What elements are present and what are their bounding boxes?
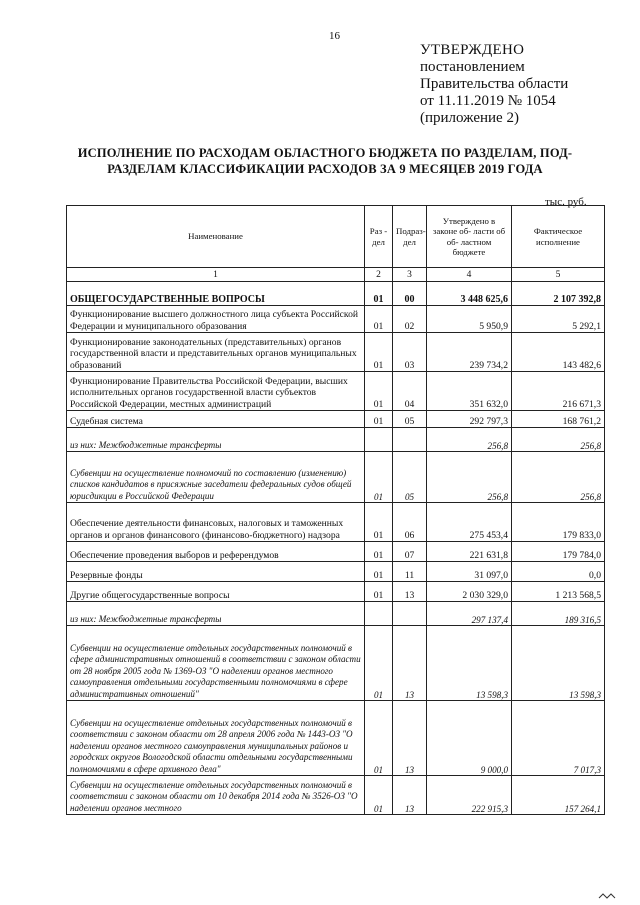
row-approved: 275 453,4	[427, 503, 512, 542]
row-section	[365, 602, 393, 626]
row-name: Субвенции на осуществление отдельных государственных полномочий в сфере административных отношений в соответствии с законом области от 28 ноября 2005 года № 1369-ОЗ "О наделении органов местного самоуправления отдельными государственными полномочиями в сфере административных отношений"	[67, 626, 365, 701]
budget-table	[66, 205, 605, 815]
table-row	[67, 372, 605, 411]
row-approved: 292 797,3	[427, 411, 512, 428]
table-row	[67, 582, 605, 602]
row-section: 01	[365, 503, 393, 542]
row-approved: 221 631,8	[427, 542, 512, 562]
row-section	[365, 428, 393, 452]
table-row	[67, 282, 605, 306]
table-row	[67, 701, 605, 776]
row-subsection: 11	[393, 562, 427, 582]
table-row	[67, 306, 605, 333]
row-section: 01	[365, 582, 393, 602]
row-approved: 31 097,0	[427, 562, 512, 582]
row-actual: 179 784,0	[512, 542, 605, 562]
row-actual: 5 292,1	[512, 306, 605, 333]
row-subsection: 13	[393, 701, 427, 776]
row-name: Функционирование высшего должностного лица субъекта Российской Федерации и муниципального образования	[67, 306, 365, 333]
row-approved: 3 448 625,6	[427, 282, 512, 306]
approval-line: от 11.11.2019 № 1054	[420, 93, 556, 109]
header-approved: Утверждено в законе об- ласти об об- ластном бюджете	[427, 206, 512, 268]
row-actual: 2 107 392,8	[512, 282, 605, 306]
row-subsection	[393, 602, 427, 626]
row-section: 01	[365, 776, 393, 815]
row-name: Обеспечение деятельности финансовых, налоговых и таможенных органов и органов финансового (финансово-бюджетного) надзора	[67, 503, 365, 542]
row-section: 01	[365, 562, 393, 582]
table-row	[67, 452, 605, 503]
row-name: Резервные фонды	[67, 562, 365, 582]
row-actual: 157 264,1	[512, 776, 605, 815]
col-index: 5	[512, 268, 605, 282]
row-section: 01	[365, 306, 393, 333]
row-approved: 9 000,0	[427, 701, 512, 776]
row-approved: 256,8	[427, 452, 512, 503]
row-name: Субвенции на осуществление отдельных государственных полномочий в соответствии с законом области от 10 декабря 2014 года № 3526-ОЗ "О наделении органов местного	[67, 776, 365, 815]
scan-mark-icon	[598, 892, 616, 900]
title-line: РАЗДЕЛАМ КЛАССИФИКАЦИИ РАСХОДОВ ЗА 9 МЕСЯЦЕВ 2019 ГОДА	[107, 162, 543, 176]
row-actual: 7 017,3	[512, 701, 605, 776]
row-subsection: 07	[393, 542, 427, 562]
row-name: Функционирование законодательных (представительных) органов государственной власти и представительных органов муниципальных образований	[67, 333, 365, 372]
row-approved: 239 734,2	[427, 333, 512, 372]
row-subsection: 00	[393, 282, 427, 306]
units-label: тыс. руб.	[545, 196, 587, 208]
row-subsection: 04	[393, 372, 427, 411]
header-section: Раз - дел	[365, 206, 393, 268]
row-actual: 179 833,0	[512, 503, 605, 542]
row-subsection	[393, 428, 427, 452]
approval-line: (приложение 2)	[420, 110, 519, 126]
row-section: 01	[365, 333, 393, 372]
row-name: ОБЩЕГОСУДАРСТВЕННЫЕ ВОПРОСЫ	[67, 282, 365, 306]
table-row	[67, 626, 605, 701]
row-approved: 5 950,9	[427, 306, 512, 333]
row-subsection: 02	[393, 306, 427, 333]
row-section: 01	[365, 452, 393, 503]
header-subsection: Подраз- дел	[393, 206, 427, 268]
row-section: 01	[365, 626, 393, 701]
table-row	[67, 333, 605, 372]
table-row	[67, 428, 605, 452]
row-approved: 222 915,3	[427, 776, 512, 815]
row-approved: 2 030 329,0	[427, 582, 512, 602]
row-section: 01	[365, 282, 393, 306]
header-name: Наименование	[67, 206, 365, 268]
row-section: 01	[365, 542, 393, 562]
row-actual: 13 598,3	[512, 626, 605, 701]
row-actual: 256,8	[512, 452, 605, 503]
table-row	[67, 411, 605, 428]
row-subsection: 05	[393, 452, 427, 503]
row-subsection: 13	[393, 776, 427, 815]
table-row	[67, 776, 605, 815]
row-subsection: 05	[393, 411, 427, 428]
row-actual: 168 761,2	[512, 411, 605, 428]
col-index: 4	[427, 268, 512, 282]
row-actual: 256,8	[512, 428, 605, 452]
document-title	[60, 145, 590, 177]
row-actual: 143 482,6	[512, 333, 605, 372]
row-section: 01	[365, 411, 393, 428]
col-index: 2	[365, 268, 393, 282]
approval-line: Правительства области	[420, 76, 569, 92]
row-approved: 256,8	[427, 428, 512, 452]
row-name: Субвенции на осуществление полномочий по составлению (изменению) списков кандидатов в присяжные заседатели федеральных судов общей юрисдикции в Российской Федерации	[67, 452, 365, 503]
header-actual: Фактическое исполнение	[512, 206, 605, 268]
approval-line: постановлением	[420, 59, 525, 75]
col-index: 1	[67, 268, 365, 282]
table-row	[67, 542, 605, 562]
row-name: Судебная система	[67, 411, 365, 428]
row-subsection: 06	[393, 503, 427, 542]
row-name: Функционирование Правительства Российской Федерации, высших исполнительных органов государственной власти субъектов Российской Федерации, местных администраций	[67, 372, 365, 411]
row-approved: 13 598,3	[427, 626, 512, 701]
row-section: 01	[365, 701, 393, 776]
row-actual: 216 671,3	[512, 372, 605, 411]
title-line: ИСПОЛНЕНИЕ ПО РАСХОДАМ ОБЛАСТНОГО БЮДЖЕТА ПО РАЗДЕЛАМ, ПОД-	[77, 146, 573, 160]
column-index-row	[67, 268, 605, 282]
row-name: Обеспечение проведения выборов и референдумов	[67, 542, 365, 562]
row-subsection: 03	[393, 333, 427, 372]
row-approved: 351 632,0	[427, 372, 512, 411]
page-number: 16	[329, 30, 340, 42]
row-actual: 0,0	[512, 562, 605, 582]
row-subsection: 13	[393, 626, 427, 701]
approval-stamp	[420, 42, 568, 127]
row-actual: 189 316,5	[512, 602, 605, 626]
table-row	[67, 503, 605, 542]
table-row	[67, 602, 605, 626]
col-index: 3	[393, 268, 427, 282]
row-name: из них: Межбюджетные трансферты	[67, 602, 365, 626]
approval-line: УТВЕРЖДЕНО	[420, 42, 525, 58]
row-name: из них: Межбюджетные трансферты	[67, 428, 365, 452]
row-name: Субвенции на осуществление отдельных государственных полномочий в соответствии с законом области от 28 апреля 2006 года № 1443-ОЗ "О наделении органов местного самоуправления муниципальных районов и городских округов Вологодской области отдельными государственными полномочиями в сфере архивного дела"	[67, 701, 365, 776]
row-subsection: 13	[393, 582, 427, 602]
row-actual: 1 213 568,5	[512, 582, 605, 602]
row-section: 01	[365, 372, 393, 411]
row-approved: 297 137,4	[427, 602, 512, 626]
table-header-row	[67, 206, 605, 268]
row-name: Другие общегосударственные вопросы	[67, 582, 365, 602]
table-row	[67, 562, 605, 582]
